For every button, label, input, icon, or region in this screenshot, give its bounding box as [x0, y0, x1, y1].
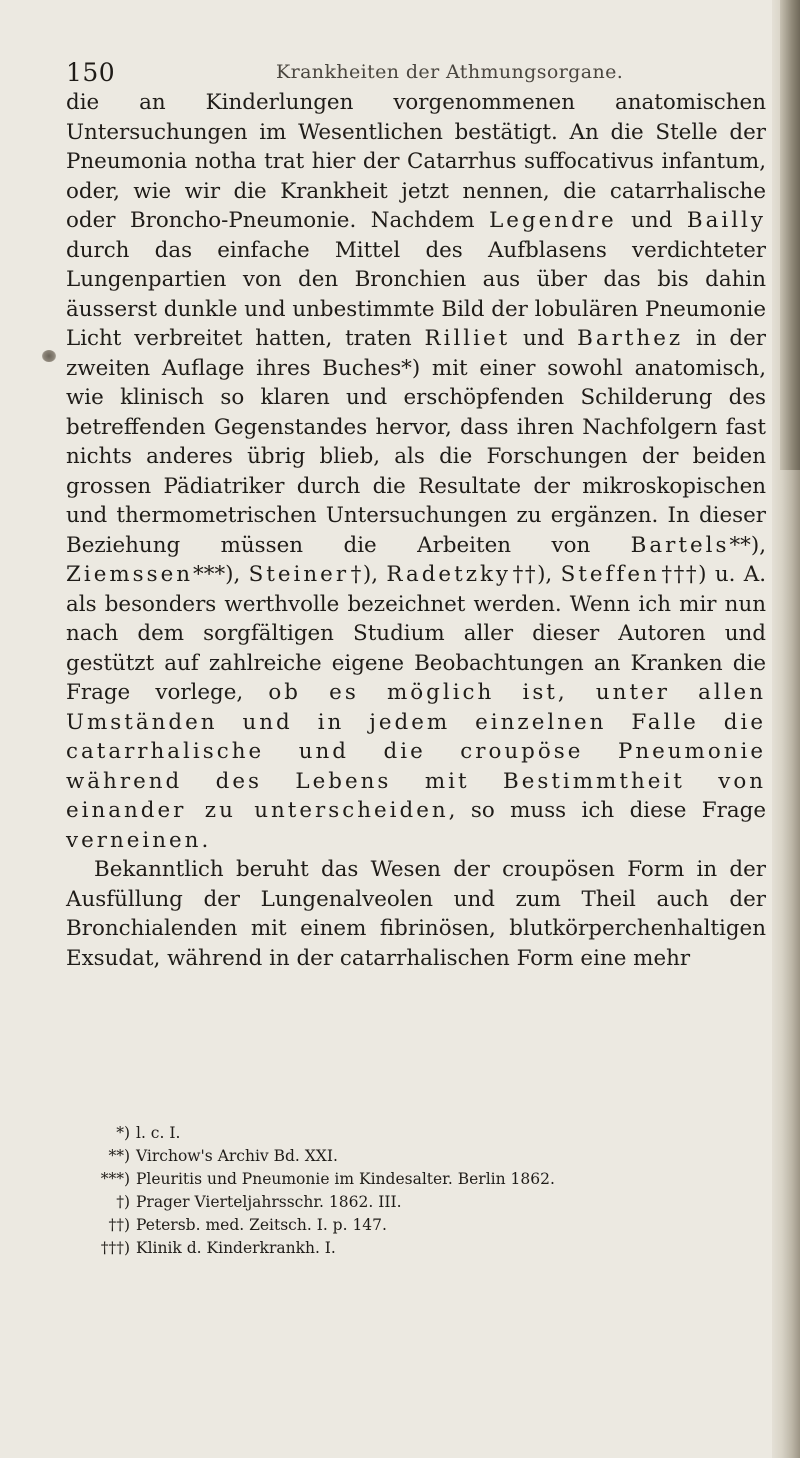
footnote — [100, 1237, 740, 1260]
paragraph-1 — [66, 88, 766, 855]
text-run: durch das einfache Mittel des Aufblasens verdichteter Lungenpartien von den Bronchien aus über das bis dahin äusserst dunkle und unbestimmte Bild der lobulären Pneumonie Licht verbreitet hatten, traten — [66, 237, 766, 351]
footnote-mark: **) — [108, 1147, 130, 1165]
author-legendre: Legendre — [489, 208, 617, 233]
footnote-text: Pleuritis und Pneumonie im Kindesalter. Berlin 1862. — [136, 1170, 555, 1188]
footnote-text: Prager Vierteljahrsschr. 1862. III. — [136, 1193, 402, 1211]
ink-speck — [42, 350, 56, 362]
footnote-mark: ††) — [108, 1216, 130, 1234]
footnote-mark: †) — [116, 1193, 130, 1211]
page-number: 150 — [66, 58, 116, 87]
author-bailly: Bailly — [686, 208, 766, 233]
footnote — [100, 1168, 740, 1191]
footnote — [100, 1214, 740, 1237]
author-ziemssen: Ziemssen — [66, 562, 194, 587]
text-run: †††) u. A. als besonders werthvolle bezeichnet werden. Wenn ich mir nun nach dem sorgfältigen Studium aller dieser Autoren und gestützt auf zahlreiche eigene Beobachtungen an Kranken die Frage vorlege, — [66, 562, 766, 705]
running-header — [66, 58, 676, 90]
footnote-text: Petersb. med. Zeitsch. I. p. 147. — [136, 1216, 387, 1234]
footnote — [100, 1145, 740, 1168]
footnote — [100, 1191, 740, 1214]
body-text — [66, 88, 766, 973]
footnote-mark: *) — [116, 1124, 130, 1142]
text-run: und — [510, 326, 578, 351]
author-rilliet: Rilliet — [424, 326, 511, 351]
emphasized-verneinen: verneinen — [66, 827, 202, 853]
text-run: und — [616, 208, 687, 233]
footnotes — [100, 1122, 740, 1260]
author-barthez: Barthez — [577, 326, 684, 351]
footnote-mark: †††) — [100, 1239, 130, 1257]
author-bartels: Bartels — [630, 532, 730, 558]
text-run: die an Kinderlungen vorgenommenen anatomischen Untersuchungen im Wesentlichen bestätigt. An die Stelle der Pneumonia notha trat hier der Catarrhus suffocativus infantum, oder, wie wir die Krankheit jetzt nennen, die catarrhalische oder Broncho-Pneumonie. Nachdem — [66, 90, 766, 233]
text-run: . — [201, 827, 209, 853]
running-title: Krankheiten der Athmungsorgane. — [276, 61, 624, 83]
footnote-ref: ***), — [193, 562, 249, 587]
footnote-mark: ***) — [100, 1170, 130, 1188]
paragraph-2: Bekanntlich beruht das Wesen der croupösen Form in der Ausfüllung der Lungenalveolen und zum Theil auch der Bronchialenden mit einem fibrinösen, blutkörperchenhaltigen Exsudat, während in der catarrhalischen Form eine mehr — [66, 857, 766, 971]
footnote-ref: **), — [729, 532, 766, 558]
emphasized-question: ob es möglich ist, unter allen Umständen und in jedem einzelnen Falle die catarrhalische und die croupöse Pneumonie während des Lebens mit Bestimmtheit von einander zu unterscheiden — [66, 680, 766, 823]
footnote-text: Virchow's Archiv Bd. XXI. — [136, 1147, 338, 1165]
author-steiner: Steiner — [248, 562, 350, 587]
footnote-text: Klinik d. Kinderkrankh. I. — [136, 1239, 336, 1257]
text-run: , so muss ich diese Frage — [448, 798, 766, 823]
footnote-text: l. c. I. — [136, 1124, 181, 1142]
footnote — [100, 1122, 740, 1145]
footnote-ref: ††), — [511, 562, 561, 587]
author-radetzky: Radetzky — [386, 562, 512, 587]
footnote-ref: †), — [349, 562, 387, 587]
text-run: in der zweiten Auflage ihres Buches*) mit einer sowohl anatomisch, wie klinisch so klaren und erschöpfenden Schilderung des betreffenden Gegenstandes hervor, dass ihren Nachfolgern fast nichts anderes übrig blieb, als die Forschungen der beiden grossen Pädiatriker durch die Resultate der mikroskopischen und thermometrischen Untersuchungen zu ergänzen. In dieser Beziehung müssen die Arbeiten von — [66, 326, 766, 558]
author-steffen: Steffen — [560, 562, 660, 587]
page-edge-shadow — [772, 0, 800, 1458]
